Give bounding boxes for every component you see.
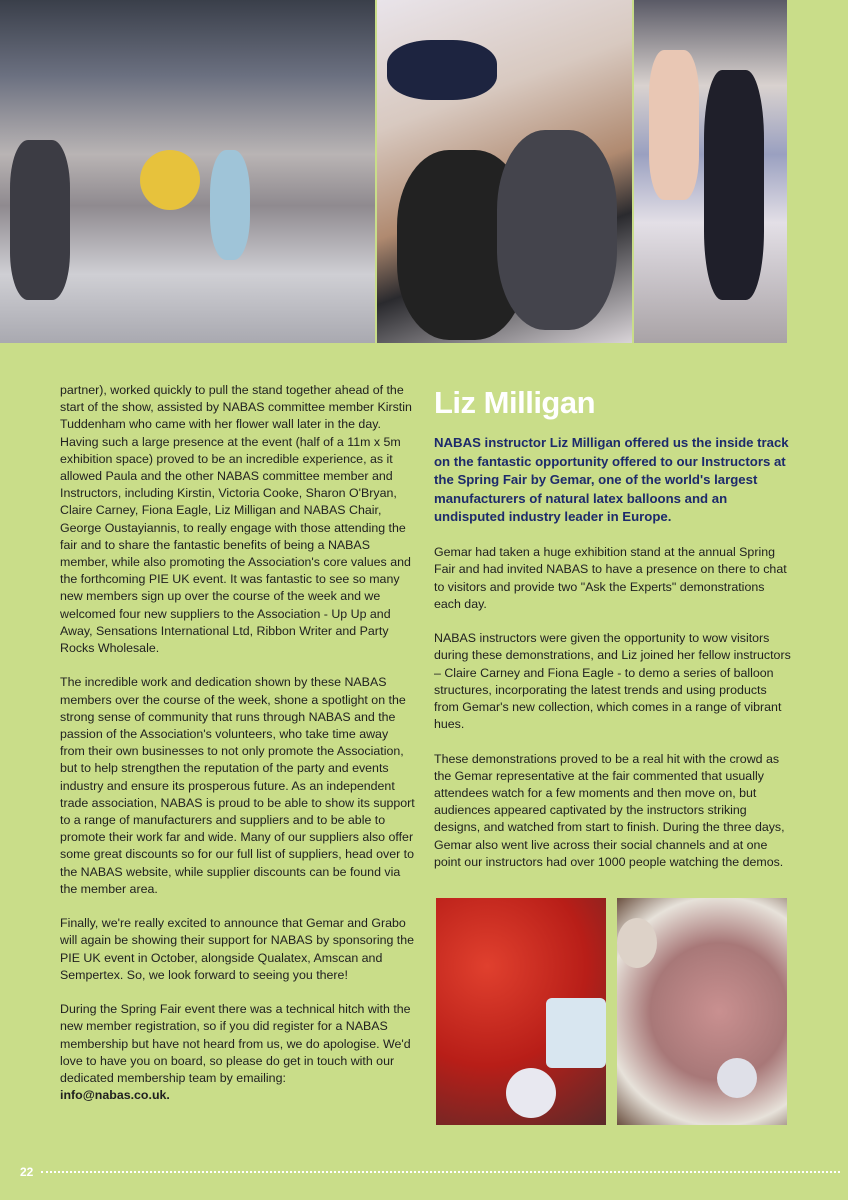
right-column [434,386,794,888]
paragraph: partner), worked quickly to pull the stand together ahead of the start of the show, assisted by NABAS committee member Kirstin Tuddenham who came with her flower wall later in the day. Having such a large presence at the event (half of a 11m x 5m exhibition space) proved to be an incredible experience, as it allowed Paula and the other NABAS committee member and Instructors, including Kirstin, Victoria Cooke, Sharon O'Bryan, Claire Carney, Fiona Eagle, Liz Milligan and NABAS Chair, George Oustayiannis, to really engage with those attending the fair and to share the fantastic benefits of being a NABAS member, while also promoting the Association's core values and the forthcoming PIE UK event. It was fantastic to see so many new members sign up over the course of the week and we welcomed four new suppliers to the Association - Up Up and Away, Sensations International Ltd, Ribbon Writer and Party Rocks Wholesale. [60,383,412,656]
section-heading: Liz Milligan [434,385,596,420]
balloon-number-photo [634,0,787,343]
red-balloon-display-photo [436,898,606,1125]
paragraph: Gemar had taken a huge exhibition stand at the annual Spring Fair and had invited NABAS to have a presence on there to chat to visitors and provide two "Ask the Experts" demonstrations each day. [434,545,787,611]
paragraph [60,1001,416,1104]
exhibition-hall-photo [0,0,375,343]
instructors-photo [377,0,632,343]
pink-balloon-flower-display-photo [617,898,787,1125]
dotted-divider [41,1171,840,1173]
intro-paragraph: NABAS instructor Liz Milligan offered us the inside track on the fantastic opportunity offered to our Instructors at the Spring Fair by Gemar, one of the world's largest manufacturers of natural latex balloons and an undisputed industry leader in Europe. [434,435,789,525]
page-footer [20,1162,840,1182]
paragraph: These demonstrations proved to be a real hit with the crowd as the Gemar representative at the fair commented that usually attendees watch for a few moments and then move on, but audiences appeared captivated by the instructors striking designs, and watched from start to finish. During the three days, Gemar also went live across their social channels and at one point our instructors had over 1000 people watching the demos. [434,751,785,869]
paragraph-text: During the Spring Fair event there was a technical hitch with the new member registration, so if you did register for a NABAS membership but have not heard from us, we do apologise. We'd love to have you on board, so please do get in touch with our dedicated membership team by emailing: [60,1002,411,1086]
email-link[interactable]: info@nabas.co.uk. [60,1088,170,1103]
paragraph: NABAS instructors were given the opportunity to wow visitors during these demonstrations, and Liz joined her fellow instructors – Claire Carney and Fiona Eagle - to demo a series of balloon structures, incorporating the latest trends and using products from Gemar's new collection, which comes in a range of vibrant hues. [434,631,791,732]
left-column [60,382,416,1122]
paragraph: The incredible work and dedication shown by these NABAS members over the course of the week, shone a spotlight on the strong sense of community that runs through NABAS and the passion of the Association's volunteers, who take time away from their own businesses to not only promote the Association, but to help strengthen the reputation of the party and events industry and ensure its prosperous future. As an independent trade association, NABAS is proud to be able to show its support to a range of manufacturers and suppliers and to be able to promote their work far and wide. Many of our suppliers also offer some great discounts so for our full list of suppliers, head over to the NABAS website, while supplier discounts can be found via the member area. [60,675,415,896]
paragraph: Finally, we're really excited to announce that Gemar and Grabo will again be showing their support for NABAS by sponsoring the PIE UK event in October, alongside Qualatex, Amscan and Sempertex. So, we look forward to seeing you there! [60,916,415,982]
page-number: 22 [20,1165,34,1179]
